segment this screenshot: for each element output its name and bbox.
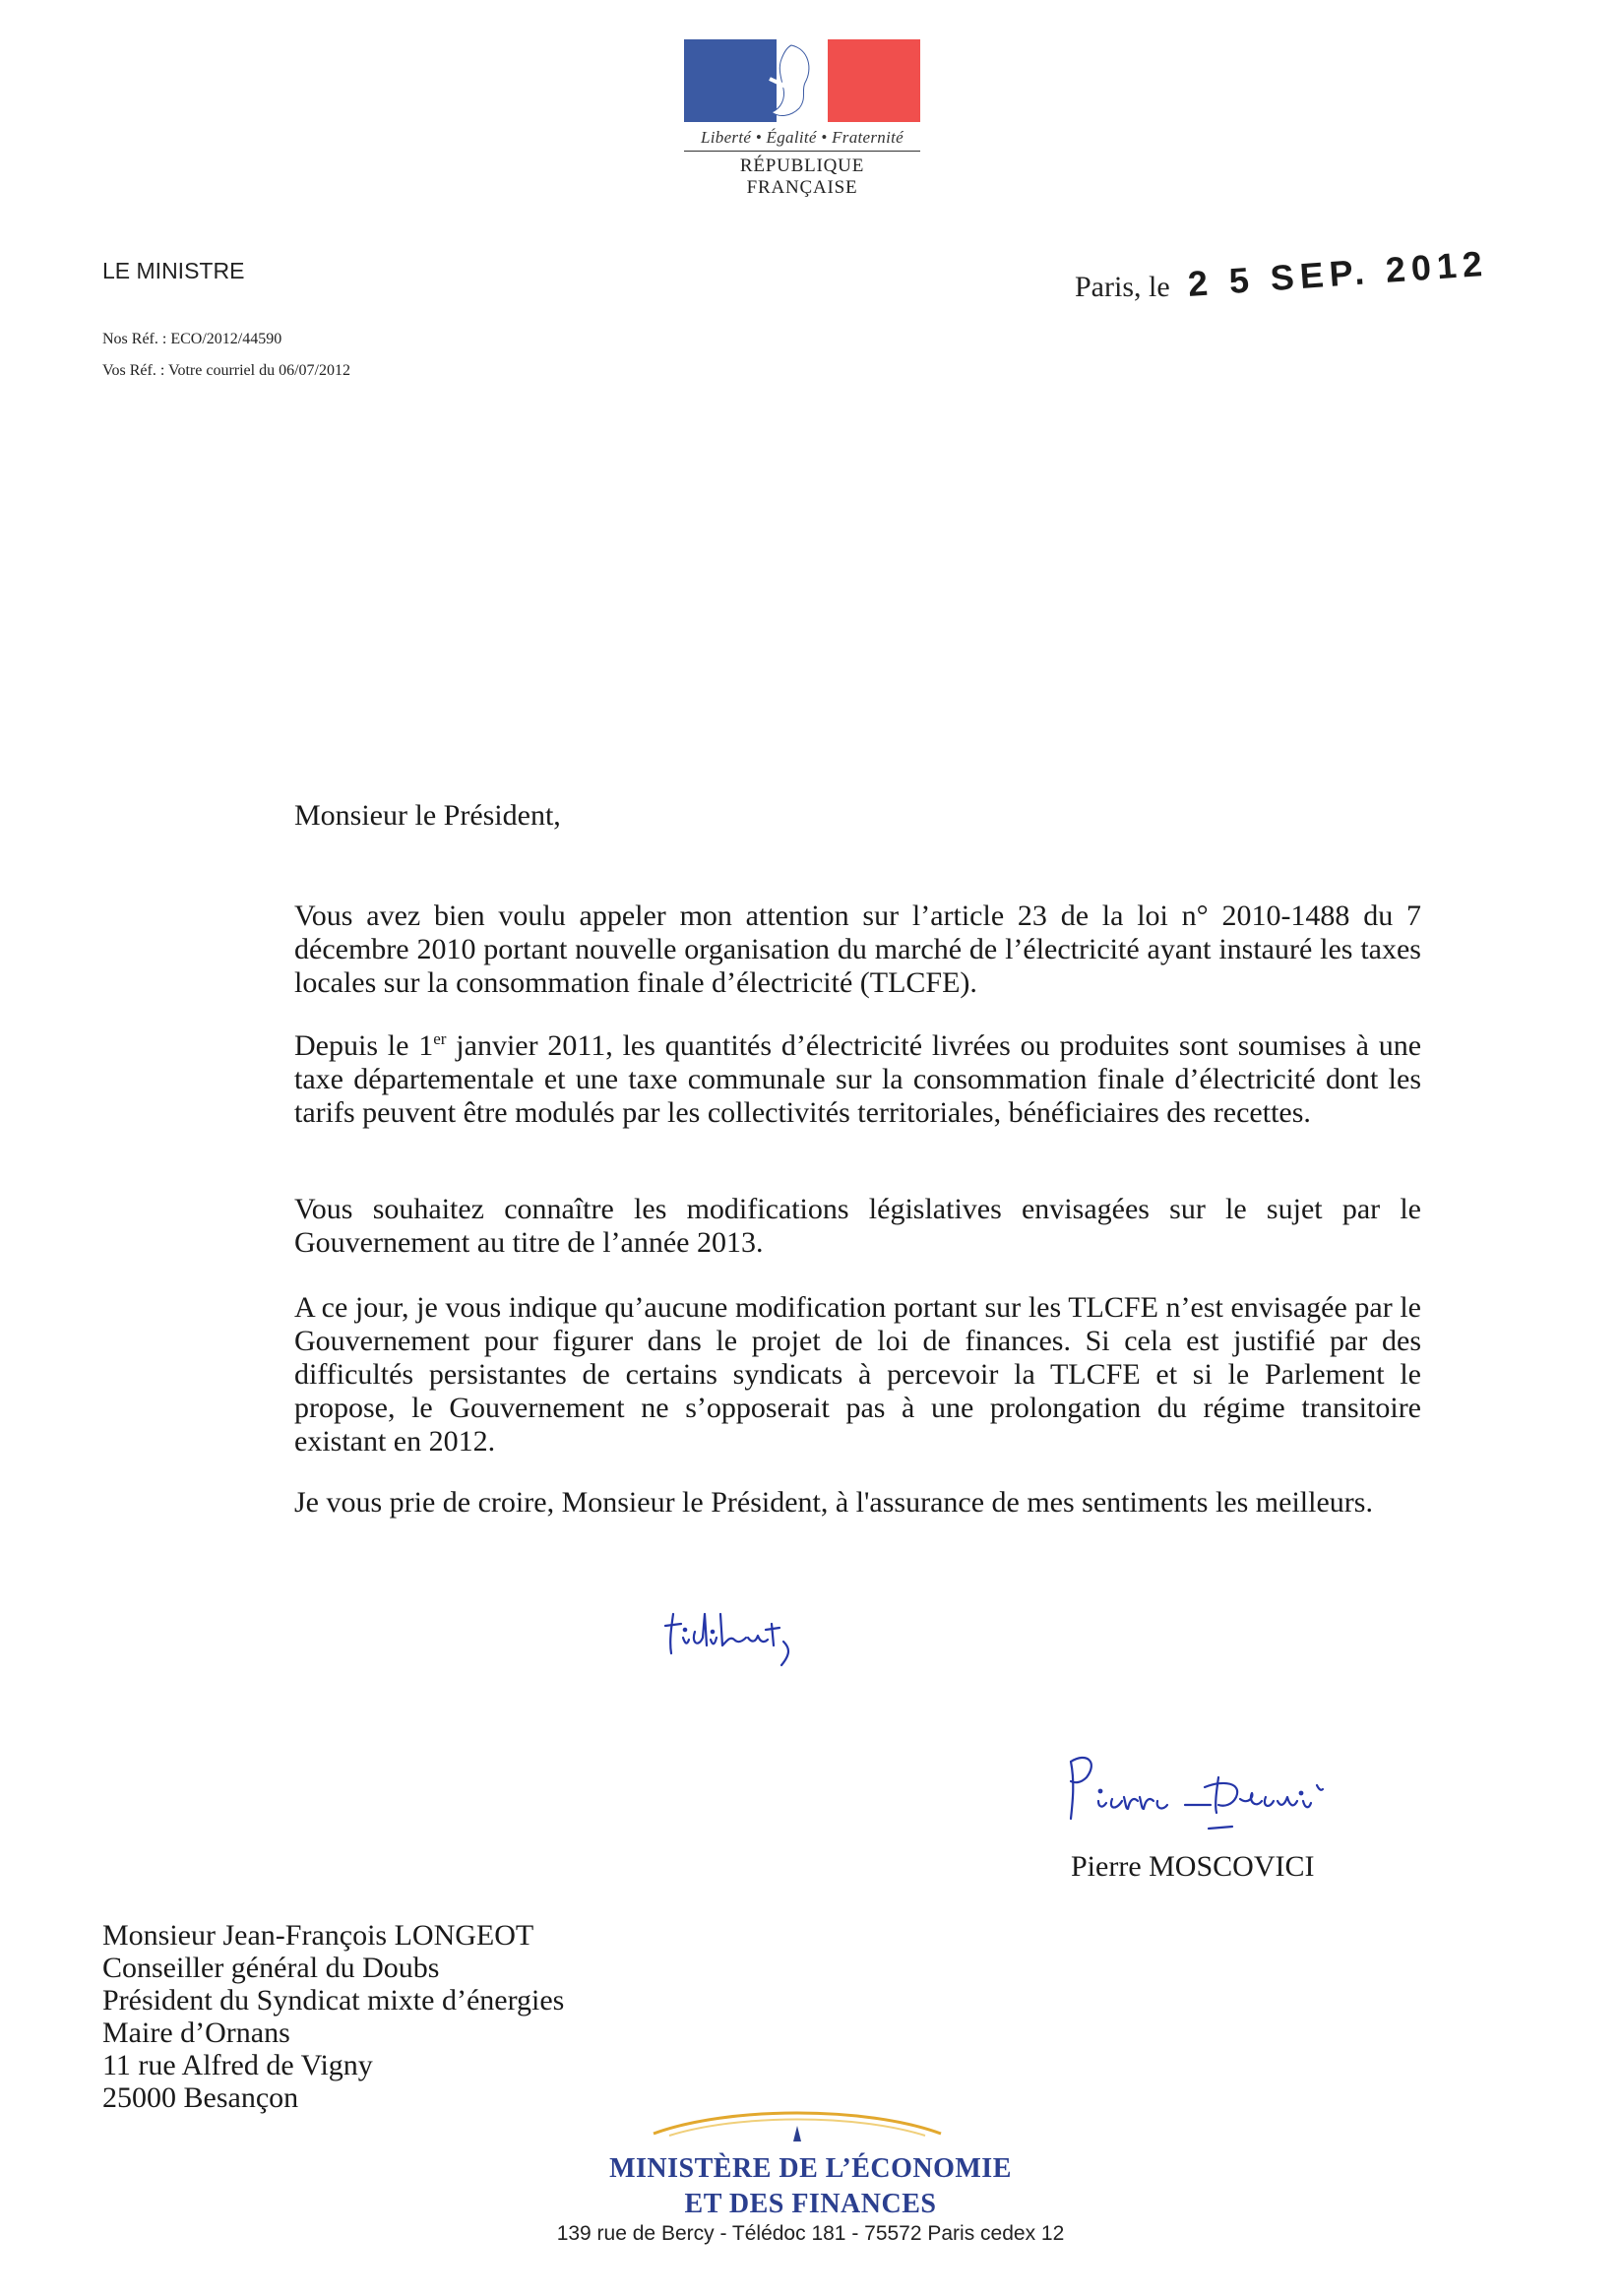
paragraph-2-start: Depuis le 1 <box>294 1029 434 1062</box>
place-label: Paris, le <box>1075 271 1170 303</box>
recipient-line: Monsieur Jean-François LONGEOT <box>102 1919 534 1952</box>
ministry-name-line-2: ET DES FINANCES <box>684 2189 937 2219</box>
republic-logo <box>684 39 920 199</box>
salutation: Monsieur le Président, <box>294 799 561 832</box>
minister-label: LE MINISTRE <box>102 258 245 283</box>
paragraph-2 <box>294 1029 1421 1130</box>
handwritten-signature <box>1051 1703 1366 1850</box>
recipient-line: Conseiller général du Doubs <box>102 1952 440 1984</box>
paragraph-5: Je vous prie de croire, Monsieur le Président, à l'assurance de mes sentiments les meilleurs. <box>294 1486 1373 1519</box>
republic-motto: Liberté • Égalité • Fraternité <box>684 128 920 152</box>
recipient-line: Maire d’Ornans <box>102 2017 290 2049</box>
ministry-emblem-icon <box>650 2102 945 2141</box>
marianne-flag-icon <box>684 39 920 122</box>
paragraph-1: Vous avez bien voulu appeler mon attention sur l’article 23 de la loi n° 2010-1488 du 7 décembre 2010 portant nouvelle organisation du marché de l’électricité ayant instauré les taxes locales sur la consommation finale d’électricité (TLCFE). <box>294 900 1421 999</box>
recipient-line: 11 rue Alfred de Vigny <box>102 2049 373 2081</box>
paragraph-2-rest: janvier 2011, les quantités d’électricité livrées ou produites sont soumises à une taxe départementale et une taxe communale sur la consommation finale d’électricité dont les tarifs peuvent être modulés par les collectivités territoriales, bénéficiaires des recettes. <box>294 1029 1422 1129</box>
our-reference: Nos Réf. : ECO/2012/44590 <box>102 331 282 347</box>
signatory-name: Pierre MOSCOVICI <box>1071 1850 1315 1883</box>
your-reference: Vos Réf. : Votre courriel du 06/07/2012 <box>102 362 350 379</box>
paragraph-4: A ce jour, je vous indique qu’aucune modification portant sur les TLCFE n’est envisagée par le Gouvernement pour figurer dans le projet de loi de finances. Si cela est justifié par des difficultés persistantes de certains syndicats à percevoir la TLCFE et si le Parlement le propose, le Gouvernement ne s’opposerait pas à une prolongation du régime transitoire existant en 2012. <box>294 1291 1421 1458</box>
recipient-line: Président du Syndicat mixte d’énergies <box>102 1984 565 2017</box>
recipient-address <box>102 1919 564 2114</box>
handwritten-closing <box>661 1584 819 1673</box>
date-stamp: 2 5 SEP. 2012 <box>1186 242 1489 304</box>
republic-name: RÉPUBLIQUE FRANÇAISE <box>739 155 865 198</box>
paragraph-3: Vous souhaitez connaître les modifications législatives envisagées sur le sujet par le Gouvernement au titre de l’année 2013. <box>294 1193 1421 1259</box>
recipient-line: 25000 Besançon <box>102 2081 299 2114</box>
ordinal-superscript: er <box>433 1029 447 1048</box>
ministry-name-line-1: MINISTÈRE DE L’ÉCONOMIE <box>609 2153 1012 2184</box>
ministry-address: 139 rue de Bercy - Télédoc 181 - 75572 Paris cedex 12 <box>556 2222 1065 2245</box>
place-date <box>1075 242 1489 305</box>
